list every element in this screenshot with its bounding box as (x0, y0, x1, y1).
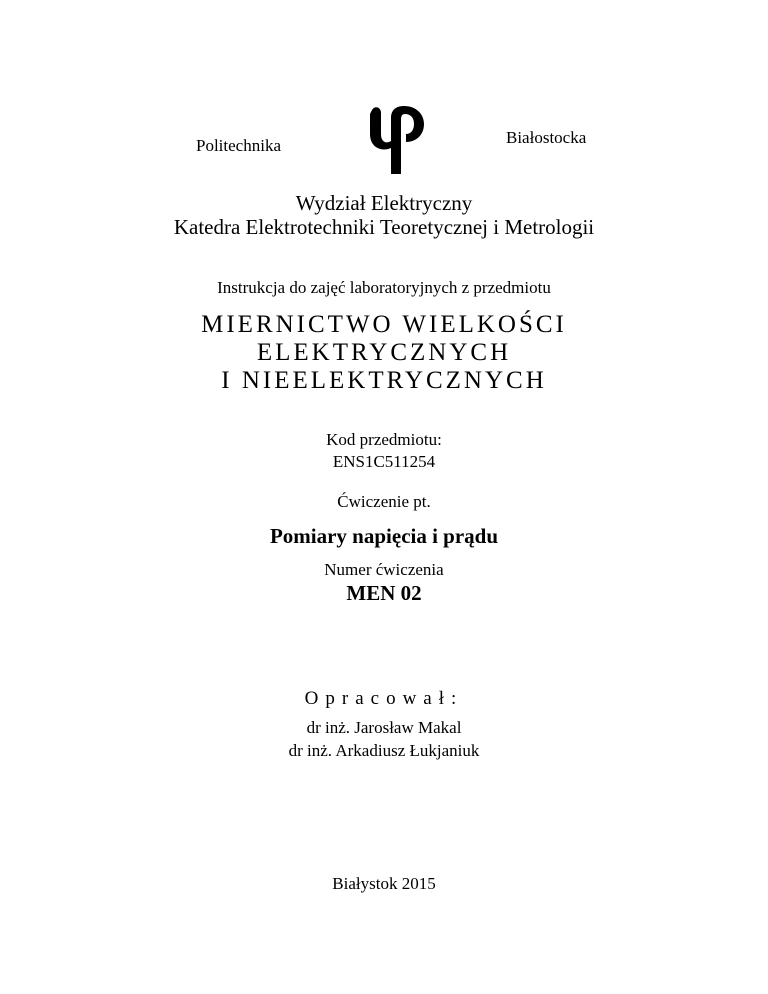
exercise-title: Pomiary napięcia i prądu (269, 524, 499, 548)
course-title-line: MIERNICTWO WIELKOŚCI (201, 311, 567, 338)
university-name-left: Politechnika (196, 136, 281, 155)
instruction-subtitle: Instrukcja do zajęć laboratoryjnych z przedmiotu (217, 278, 551, 297)
exercise-number-label: Numer ćwiczenia (324, 560, 444, 579)
department-name: Katedra Elektrotechniki Teoretycznej i Metrologii (173, 215, 595, 239)
course-title-line: I NIEELEKTRYCZNYCH (221, 367, 547, 394)
faculty-name: Wydział Elektryczny (295, 191, 473, 215)
course-code-value: ENS1C511254 (332, 452, 436, 471)
prepared-by-label: Opracował: (304, 688, 464, 709)
university-name-right: Białostocka (506, 128, 587, 147)
course-title-line: ELEKTRYCZNYCH (256, 339, 512, 366)
author-name: dr inż. Jarosław Makal (306, 718, 462, 737)
exercise-label: Ćwiczenie pt. (337, 492, 431, 511)
author-name: dr inż. Arkadiusz Łukjaniuk (288, 741, 480, 760)
university-logo-icon (368, 104, 438, 176)
course-code-label: Kod przedmiotu: (326, 430, 442, 449)
place-and-year: Białystok 2015 (332, 874, 436, 893)
exercise-number: MEN 02 (346, 581, 422, 605)
